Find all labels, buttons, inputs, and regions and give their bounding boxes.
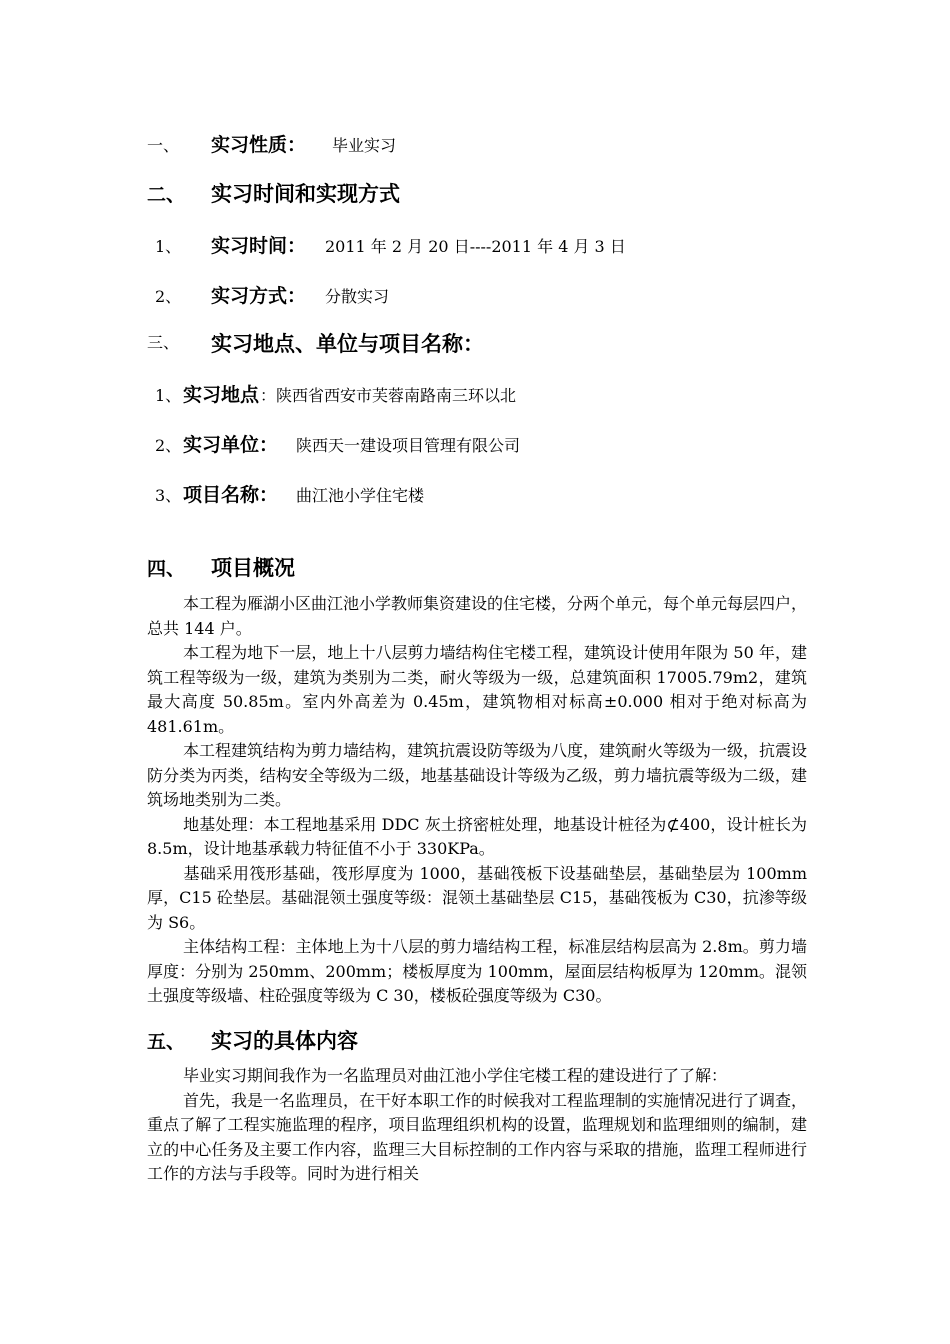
section-label: 实习的具体内容: [211, 1028, 358, 1053]
item-number: 1、: [155, 237, 182, 256]
paragraph: 基础采用筏形基础，筏形厚度为 1000，基础筏板下设基础垫层，基础垫层为 100mm 厚，C15 砼垫层。基础混领土强度等级：混领土基础垫层 C15，基础筏板为 C30，抗渗等级为 S6。: [147, 863, 807, 932]
item-number: 2、: [155, 436, 182, 455]
section-number: 一、: [147, 136, 180, 155]
item-label: 项目名称：: [183, 484, 279, 506]
section-label: 实习性质：: [211, 134, 307, 156]
section-label: 实习地点、单位与项目名称：: [211, 331, 484, 356]
item-number: 2、: [155, 287, 182, 306]
item-value: ：陕西省西安市芙蓉南路南三环以北: [260, 386, 517, 405]
paragraph: 毕业实习期间我作为一名监理员对曲江池小学住宅楼工程的建设进行了了解：: [183, 1066, 728, 1085]
paragraph: 本工程建筑结构为剪力墙结构，建筑抗震设防等级为八度，建筑耐火等级为一级，抗震设防分类为丙类，结构安全等级为二级，地基基础设计等级为乙级，剪力墙抗震等级为二级，建筑场地类别为二类。: [147, 741, 808, 809]
item-number: 1、: [155, 386, 182, 405]
item-label: 实习方式：: [211, 285, 307, 307]
item-label: 实习单位：: [183, 434, 279, 456]
item-label: 实习地点: [183, 384, 260, 406]
item-value: 2011 年 2 月 20 日----2011 年 4 月 3 日: [325, 237, 626, 256]
item-value: 陕西天一建设项目管理有限公司: [296, 436, 521, 455]
item-value: 分散实习: [325, 287, 390, 306]
item-label: 实习时间：: [211, 235, 307, 257]
paragraph: 主体结构工程：主体地上为十八层的剪力墙结构工程，标准层结构层高为 2.8m。剪力墙厚度：分别为 250mm、200mm；楼板厚度为 100mm，屋面层结构板厚为 120mm。混领土强度等级墙、柱砼强度等级为 C 30，楼板砼强度等级为 C30。: [147, 937, 807, 1005]
section-number: 五、: [147, 1031, 186, 1053]
section-number: 三、: [147, 333, 180, 352]
section-4-body: [147, 592, 807, 1009]
paragraph: 地基处理：本工程地基采用 DDC 灰土挤密桩处理，地基设计桩径为⊄400，设计桩长为 8.5m，设计地基承载力特征值不小于 330KPa。: [147, 814, 807, 858]
section-number: 二、: [147, 184, 186, 206]
paragraph: 首先，我是一名监理员，在干好本职工作的时候我对工程监理制的实施情况进行了调查，重点了解了工程实施监理的程序，项目监理组织机构的设置，监理规划和监理细则的编制，建立的中心任务及主要工作内容，监理三大目标控制的工作内容与采取的措施，监理工程师进行工作的方法与手段等。同时为进行相关: [147, 1090, 808, 1183]
section-label: 项目概况: [211, 555, 295, 580]
section-number: 四、: [147, 558, 186, 580]
section-5-body: [147, 1064, 807, 1187]
paragraph: 本工程为地下一层，地上十八层剪力墙结构住宅楼工程，建筑设计使用年限为 50 年，建筑工程等级为一级，建筑为类别为二类，耐火等级为一级，总建筑面积 17005.79m2，建筑最大高度 50.85m。室内外高差为 0.45m，建筑物相对标高±0.000 相对于绝对标高为 481.61m。: [147, 643, 807, 736]
section-label: 实习时间和实现方式: [211, 181, 400, 206]
section-value: 毕业实习: [332, 136, 397, 155]
item-number: 3、: [155, 486, 182, 505]
item-value: 曲江池小学住宅楼: [296, 486, 425, 505]
paragraph: 本工程为雁湖小区曲江池小学教师集资建设的住宅楼，分两个单元，每个单元每层四户，总共 144 户。: [147, 594, 808, 638]
